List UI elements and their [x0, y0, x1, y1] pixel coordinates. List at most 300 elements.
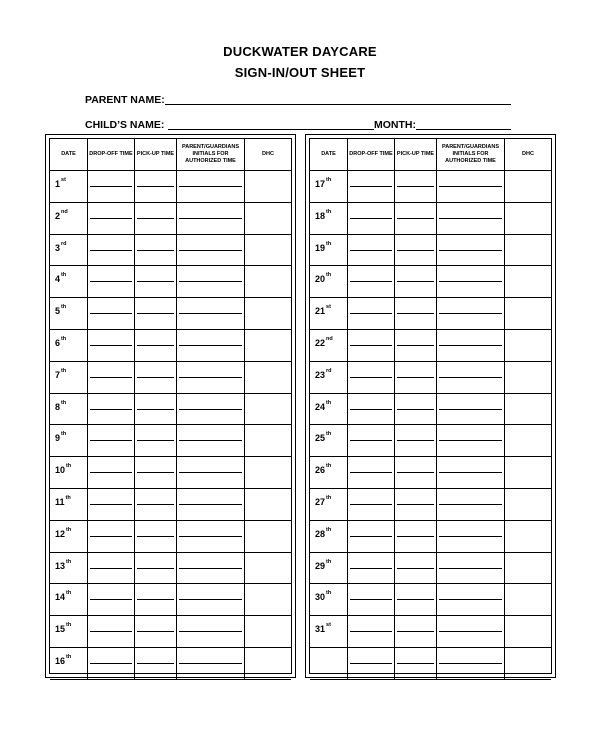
dhc-cell[interactable] [505, 425, 551, 457]
dhc-cell[interactable] [505, 489, 551, 521]
parent-initials-cell[interactable] [177, 489, 245, 521]
drop-off-time-cell[interactable] [88, 457, 135, 489]
day-ordinal-suffix: th [326, 431, 332, 438]
day-ordinal-suffix: th [326, 240, 332, 247]
parent-initials-cell[interactable] [177, 553, 245, 585]
table-row [50, 394, 291, 426]
table-row [50, 553, 291, 585]
drop-off-time-cell[interactable] [348, 553, 395, 585]
write-line [350, 504, 392, 517]
day-number: 9 [55, 433, 61, 444]
day-number: 25 [315, 433, 326, 444]
month-field[interactable] [416, 129, 511, 130]
parent-initials-cell[interactable] [177, 584, 245, 616]
day-label [50, 235, 88, 267]
write-line [439, 377, 502, 390]
write-line [179, 186, 242, 199]
write-line [439, 472, 502, 485]
table-row [50, 362, 291, 394]
write-line [397, 345, 434, 358]
dhc-cell[interactable] [505, 584, 551, 616]
document-title: DUCKWATER DAYCARE [223, 44, 377, 59]
day-number: 15 [55, 624, 66, 635]
write-line [439, 631, 502, 644]
drop-off-time-cell[interactable] [88, 489, 135, 521]
column-header-dhc: DHC [245, 139, 291, 171]
parent-initials-cell[interactable] [177, 330, 245, 362]
write-line [137, 377, 174, 390]
write-line [350, 409, 392, 422]
dhc-cell[interactable] [505, 171, 551, 203]
dhc-cell[interactable] [505, 648, 551, 680]
day-label [310, 394, 348, 426]
dhc-cell[interactable] [245, 394, 291, 426]
day-label [310, 648, 348, 680]
table-row [50, 171, 291, 203]
parent-initials-cell[interactable] [437, 298, 505, 330]
write-line [397, 313, 434, 326]
drop-off-time-cell[interactable] [88, 584, 135, 616]
day-label [310, 266, 348, 298]
day-number: 22 [315, 338, 326, 348]
day-number: 6 [55, 338, 61, 348]
dhc-cell[interactable] [245, 203, 291, 235]
day-label [310, 362, 348, 394]
table-row [50, 648, 291, 680]
parent-initials-cell[interactable] [177, 171, 245, 203]
table-row [50, 489, 291, 521]
day-label [50, 553, 88, 585]
write-line [90, 250, 132, 263]
day-number: 29 [315, 560, 326, 571]
dhc-cell[interactable] [505, 266, 551, 298]
write-line [90, 631, 132, 644]
write-line [439, 504, 502, 517]
column-header-date: DATE [310, 139, 348, 171]
parent-initials-cell[interactable] [177, 616, 245, 648]
day-ordinal-suffix: rd [326, 367, 332, 374]
pick-up-time-cell[interactable] [395, 425, 437, 457]
write-line [90, 440, 132, 453]
day-label [310, 171, 348, 203]
write-line [397, 281, 434, 294]
table-header-left [50, 139, 291, 171]
drop-off-time-cell[interactable] [88, 330, 135, 362]
day-number: 26 [315, 465, 326, 476]
write-line [350, 631, 392, 644]
drop-off-time-cell[interactable] [88, 298, 135, 330]
table-row [50, 457, 291, 489]
dhc-cell[interactable] [505, 203, 551, 235]
day-number: 14 [55, 592, 66, 603]
dhc-cell[interactable] [505, 553, 551, 585]
parent-initials-cell[interactable] [437, 584, 505, 616]
drop-off-time-cell[interactable] [88, 616, 135, 648]
write-line [397, 186, 434, 199]
column-header-dhc: DHC [505, 139, 551, 171]
write-line [439, 186, 502, 199]
pick-up-time-cell[interactable] [395, 235, 437, 267]
day-number: 8 [55, 401, 61, 412]
write-line [90, 313, 132, 326]
parent-initials-cell[interactable] [437, 616, 505, 648]
day-label [50, 648, 88, 680]
pick-up-time-cell[interactable] [135, 425, 177, 457]
write-line [397, 631, 434, 644]
pick-up-time-cell[interactable] [135, 330, 177, 362]
write-line [90, 377, 132, 390]
drop-off-time-cell[interactable] [348, 521, 395, 553]
drop-off-time-cell[interactable] [348, 171, 395, 203]
write-line [90, 472, 132, 485]
day-number: 23 [315, 369, 326, 380]
child-name-field[interactable] [168, 129, 374, 130]
pick-up-time-cell[interactable] [395, 266, 437, 298]
day-ordinal-suffix: rd [61, 240, 67, 247]
day-ordinal-suffix: th [66, 463, 72, 470]
drop-off-time-cell[interactable] [88, 553, 135, 585]
write-line [397, 663, 434, 676]
drop-off-time-cell[interactable] [88, 425, 135, 457]
dhc-cell[interactable] [505, 330, 551, 362]
column-header-pick-up-time: PICK-UP TIME [135, 139, 177, 171]
drop-off-time-cell[interactable] [348, 489, 395, 521]
parent-initials-cell[interactable] [437, 362, 505, 394]
day-number: 28 [315, 528, 326, 539]
day-number: 20 [315, 274, 326, 285]
write-line [397, 536, 434, 549]
drop-off-time-cell[interactable] [348, 266, 395, 298]
parent-initials-cell[interactable] [437, 553, 505, 585]
day-ordinal-suffix: th [326, 272, 332, 279]
pick-up-time-cell[interactable] [395, 584, 437, 616]
parent-initials-cell[interactable] [437, 330, 505, 362]
pick-up-time-cell[interactable] [395, 553, 437, 585]
write-line [137, 218, 174, 231]
write-line [90, 281, 132, 294]
write-line [179, 472, 242, 485]
table-row [310, 648, 551, 680]
drop-off-time-cell[interactable] [348, 362, 395, 394]
pick-up-time-cell[interactable] [135, 203, 177, 235]
write-line [397, 440, 434, 453]
pick-up-time-cell[interactable] [135, 457, 177, 489]
day-ordinal-suffix: th [326, 463, 332, 470]
write-line [350, 663, 392, 676]
write-line [439, 250, 502, 263]
day-ordinal-suffix: th [326, 495, 332, 501]
day-number: 24 [315, 401, 326, 412]
write-line [137, 250, 174, 263]
pick-up-time-cell[interactable] [395, 616, 437, 648]
day-label [50, 171, 88, 203]
write-line [439, 281, 502, 294]
day-number: 11 [55, 497, 65, 507]
day-ordinal-suffix: th [61, 367, 67, 374]
write-line [179, 218, 242, 231]
parent-initials-cell[interactable] [177, 362, 245, 394]
dhc-cell[interactable] [505, 394, 551, 426]
pick-up-time-cell[interactable] [395, 171, 437, 203]
pick-up-time-cell[interactable] [135, 584, 177, 616]
day-label [50, 203, 88, 235]
parent-initials-cell[interactable] [437, 521, 505, 553]
sign-sheet-days-1-16 [45, 134, 296, 678]
day-number: 27 [315, 497, 326, 507]
write-line [90, 345, 132, 358]
table-header-right [310, 139, 551, 171]
parent-initials-cell[interactable] [437, 394, 505, 426]
parent-initials-cell[interactable] [177, 425, 245, 457]
column-header-parent-initials: PARENT/GUARDIANS INITIALS FOR AUTHORIZED TIME [437, 139, 505, 171]
day-label [50, 521, 88, 553]
day-label [310, 457, 348, 489]
write-line [137, 568, 174, 581]
write-line [439, 599, 502, 612]
day-ordinal-suffix: th [66, 654, 72, 660]
write-line [397, 250, 434, 263]
dhc-cell[interactable] [245, 521, 291, 553]
pick-up-time-cell[interactable] [395, 394, 437, 426]
dhc-cell[interactable] [245, 362, 291, 394]
drop-off-time-cell[interactable] [348, 298, 395, 330]
pick-up-time-cell[interactable] [135, 266, 177, 298]
day-ordinal-suffix: th [66, 590, 72, 597]
dhc-cell[interactable] [505, 362, 551, 394]
pick-up-time-cell[interactable] [395, 648, 437, 680]
day-number: 5 [55, 306, 61, 317]
parent-initials-cell[interactable] [437, 457, 505, 489]
dhc-cell[interactable] [245, 648, 291, 680]
write-line [397, 568, 434, 581]
parent-name-field[interactable] [165, 104, 511, 105]
dhc-cell[interactable] [245, 425, 291, 457]
table-row [50, 298, 291, 330]
dhc-cell[interactable] [245, 457, 291, 489]
day-label [310, 235, 348, 267]
pick-up-time-cell[interactable] [395, 330, 437, 362]
day-number: 1 [55, 179, 61, 189]
day-number: 7 [55, 369, 61, 380]
day-label [310, 425, 348, 457]
dhc-cell[interactable] [245, 553, 291, 585]
table-row [310, 425, 551, 457]
day-label [310, 584, 348, 616]
day-ordinal-suffix: th [326, 526, 332, 533]
dhc-cell[interactable] [245, 616, 291, 648]
day-label [310, 203, 348, 235]
day-label [50, 457, 88, 489]
write-line [137, 409, 174, 422]
dhc-cell[interactable] [245, 584, 291, 616]
column-header-date: DATE [50, 139, 88, 171]
drop-off-time-cell[interactable] [88, 648, 135, 680]
table-row [50, 584, 291, 616]
day-ordinal-suffix: nd [326, 336, 333, 342]
parent-initials-cell[interactable] [177, 521, 245, 553]
table-row [310, 457, 551, 489]
write-line [350, 218, 392, 231]
day-label [50, 394, 88, 426]
parent-initials-cell[interactable] [177, 266, 245, 298]
table-row [310, 584, 551, 616]
dhc-cell[interactable] [245, 235, 291, 267]
day-ordinal-suffix: st [61, 177, 66, 183]
drop-off-time-cell[interactable] [348, 584, 395, 616]
write-line [137, 313, 174, 326]
drop-off-time-cell[interactable] [348, 648, 395, 680]
write-line [179, 504, 242, 517]
day-number: 17 [315, 179, 326, 189]
pick-up-time-cell[interactable] [135, 362, 177, 394]
day-label [50, 362, 88, 394]
day-label [50, 266, 88, 298]
day-ordinal-suffix: th [326, 590, 332, 597]
write-line [179, 536, 242, 549]
write-line [179, 313, 242, 326]
day-ordinal-suffix: th [61, 399, 67, 406]
write-line [179, 599, 242, 612]
write-line [439, 345, 502, 358]
day-number: 4 [55, 274, 61, 285]
pick-up-time-cell[interactable] [135, 616, 177, 648]
drop-off-time-cell[interactable] [348, 203, 395, 235]
day-label [310, 616, 348, 648]
dhc-cell[interactable] [245, 330, 291, 362]
drop-off-time-cell[interactable] [348, 616, 395, 648]
pick-up-time-cell[interactable] [135, 553, 177, 585]
drop-off-time-cell[interactable] [88, 171, 135, 203]
parent-initials-cell[interactable] [177, 457, 245, 489]
write-line [439, 568, 502, 581]
pick-up-time-cell[interactable] [135, 521, 177, 553]
dhc-cell[interactable] [245, 171, 291, 203]
parent-initials-cell[interactable] [437, 648, 505, 680]
write-line [350, 536, 392, 549]
table-row [50, 616, 291, 648]
parent-initials-cell[interactable] [437, 425, 505, 457]
day-ordinal-suffix: th [326, 399, 332, 406]
pick-up-time-cell[interactable] [395, 457, 437, 489]
pick-up-time-cell[interactable] [135, 394, 177, 426]
write-line [439, 440, 502, 453]
day-ordinal-suffix: th [326, 177, 332, 183]
write-line [179, 377, 242, 390]
write-line [350, 440, 392, 453]
child-name-label: CHILD’S NAME: [85, 119, 165, 131]
parent-initials-cell[interactable] [177, 235, 245, 267]
parent-initials-cell[interactable] [437, 489, 505, 521]
dhc-cell[interactable] [505, 235, 551, 267]
drop-off-time-cell[interactable] [88, 362, 135, 394]
write-line [350, 250, 392, 263]
pick-up-time-cell[interactable] [135, 648, 177, 680]
write-line [137, 472, 174, 485]
day-number: 13 [55, 560, 66, 571]
parent-initials-cell[interactable] [437, 203, 505, 235]
pick-up-time-cell[interactable] [395, 489, 437, 521]
parent-initials-cell[interactable] [437, 266, 505, 298]
table-row [310, 235, 551, 267]
day-number: 16 [55, 656, 66, 666]
dhc-cell[interactable] [245, 298, 291, 330]
table-row [50, 203, 291, 235]
write-line [179, 663, 242, 676]
write-line [179, 568, 242, 581]
write-line [397, 599, 434, 612]
table-row [310, 362, 551, 394]
column-header-pick-up-time: PICK-UP TIME [395, 139, 437, 171]
day-ordinal-suffix: th [326, 558, 332, 565]
dhc-cell[interactable] [505, 457, 551, 489]
write-line [137, 281, 174, 294]
pick-up-time-cell[interactable] [135, 489, 177, 521]
drop-off-time-cell[interactable] [88, 235, 135, 267]
drop-off-time-cell[interactable] [88, 394, 135, 426]
day-ordinal-suffix: nd [61, 208, 68, 215]
write-line [137, 440, 174, 453]
day-ordinal-suffix: st [326, 622, 331, 629]
day-label [50, 584, 88, 616]
write-line [90, 218, 132, 231]
day-label [310, 489, 348, 521]
parent-initials-cell[interactable] [437, 235, 505, 267]
pick-up-time-cell[interactable] [135, 171, 177, 203]
pick-up-time-cell[interactable] [395, 362, 437, 394]
pick-up-time-cell[interactable] [395, 298, 437, 330]
parent-initials-cell[interactable] [437, 171, 505, 203]
table-row [50, 235, 291, 267]
day-number: 31 [315, 624, 326, 635]
drop-off-time-cell[interactable] [88, 266, 135, 298]
drop-off-time-cell[interactable] [348, 425, 395, 457]
dhc-cell[interactable] [505, 521, 551, 553]
drop-off-time-cell[interactable] [348, 330, 395, 362]
sign-sheet-days-17-31 [305, 134, 556, 678]
write-line [439, 409, 502, 422]
table-row [310, 489, 551, 521]
dhc-cell[interactable] [505, 298, 551, 330]
write-line [350, 377, 392, 390]
column-header-drop-off-time: DROP-OFF TIME [348, 139, 395, 171]
parent-initials-cell[interactable] [177, 648, 245, 680]
write-line [179, 409, 242, 422]
drop-off-time-cell[interactable] [88, 203, 135, 235]
write-line [397, 377, 434, 390]
dhc-cell[interactable] [245, 266, 291, 298]
write-line [137, 599, 174, 612]
write-line [90, 409, 132, 422]
write-line [350, 472, 392, 485]
dhc-cell[interactable] [245, 489, 291, 521]
parent-initials-cell[interactable] [177, 203, 245, 235]
pick-up-time-cell[interactable] [395, 521, 437, 553]
table-row [50, 425, 291, 457]
drop-off-time-cell[interactable] [348, 457, 395, 489]
write-line [179, 281, 242, 294]
drop-off-time-cell[interactable] [348, 394, 395, 426]
drop-off-time-cell[interactable] [88, 521, 135, 553]
pick-up-time-cell[interactable] [395, 203, 437, 235]
parent-initials-cell[interactable] [177, 298, 245, 330]
parent-initials-cell[interactable] [177, 394, 245, 426]
dhc-cell[interactable] [505, 616, 551, 648]
parent-name-label: PARENT NAME: [85, 94, 165, 106]
drop-off-time-cell[interactable] [348, 235, 395, 267]
table-row [310, 521, 551, 553]
pick-up-time-cell[interactable] [135, 235, 177, 267]
pick-up-time-cell[interactable] [135, 298, 177, 330]
